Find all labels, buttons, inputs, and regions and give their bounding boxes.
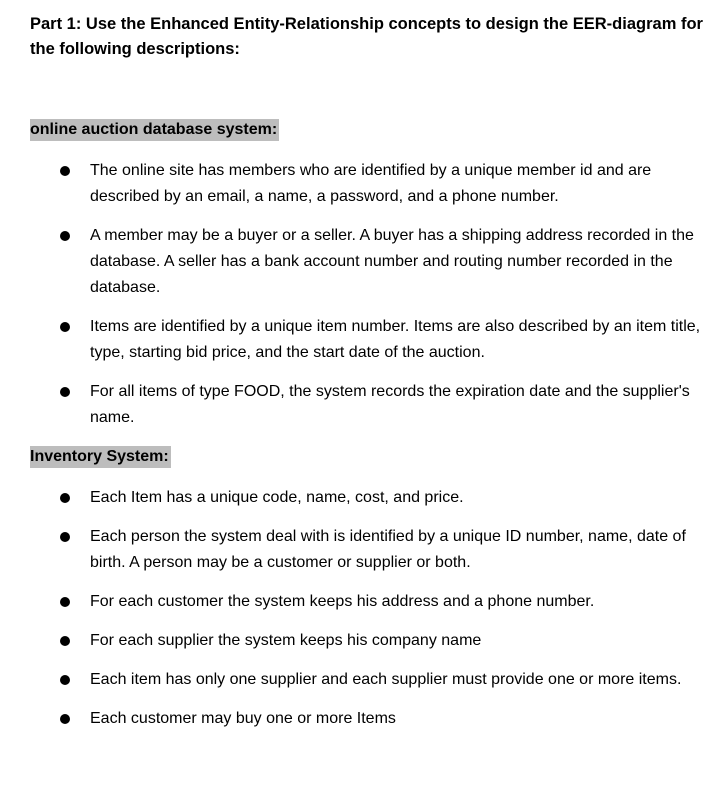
bullet-icon (60, 532, 70, 542)
list-item (0, 667, 720, 693)
list-item-text: For each customer the system keeps his address and a phone number. (90, 593, 595, 610)
bullet-icon (60, 322, 70, 332)
list-item (0, 314, 720, 366)
list-item-text: For all items of type FOOD, the system records the expiration date and the supplier's name. (90, 383, 690, 426)
section-heading-online-auction: online auction database system: (30, 119, 279, 141)
section-heading-inventory-system: Inventory System: (30, 446, 171, 468)
list-item (0, 628, 720, 654)
list-item-text: For each supplier the system keeps his company name (90, 632, 482, 649)
list-item (0, 524, 720, 576)
bullet-icon (60, 166, 70, 176)
list-item-text: Each item has only one supplier and each supplier must provide one or more items. (90, 671, 682, 688)
list-item-text: Items are identified by a unique item number. Items are also described by an item title, type, starting bid price, and the start date of the auction. (90, 318, 701, 361)
list-item (0, 706, 720, 732)
list-item-text: The online site has members who are identified by a unique member id and are described by an email, a name, a password, and a phone number. (90, 162, 652, 205)
online-auction-requirements-list (0, 158, 720, 431)
bullet-icon (60, 493, 70, 503)
bullet-icon (60, 597, 70, 607)
list-item (0, 223, 720, 301)
list-item-text: Each person the system deal with is identified by a unique ID number, name, date of birth. A person may be a customer or supplier or both. (90, 528, 686, 571)
list-item (0, 379, 720, 431)
bullet-icon (60, 675, 70, 685)
page-title: Part 1: Use the Enhanced Entity-Relationship concepts to design the EER-diagram for the following descriptions: (30, 15, 703, 58)
list-item-text: A member may be a buyer or a seller. A buyer has a shipping address recorded in the database. A seller has a bank account number and routing number recorded in the database. (90, 227, 694, 296)
list-item-text: Each Item has a unique code, name, cost, and price. (90, 489, 464, 506)
list-item-text: Each customer may buy one or more Items (90, 710, 396, 727)
bullet-icon (60, 231, 70, 241)
list-item (0, 589, 720, 615)
list-item (0, 158, 720, 210)
bullet-icon (60, 636, 70, 646)
inventory-requirements-list (0, 485, 720, 732)
list-item (0, 485, 720, 511)
bullet-icon (60, 714, 70, 724)
bullet-icon (60, 387, 70, 397)
